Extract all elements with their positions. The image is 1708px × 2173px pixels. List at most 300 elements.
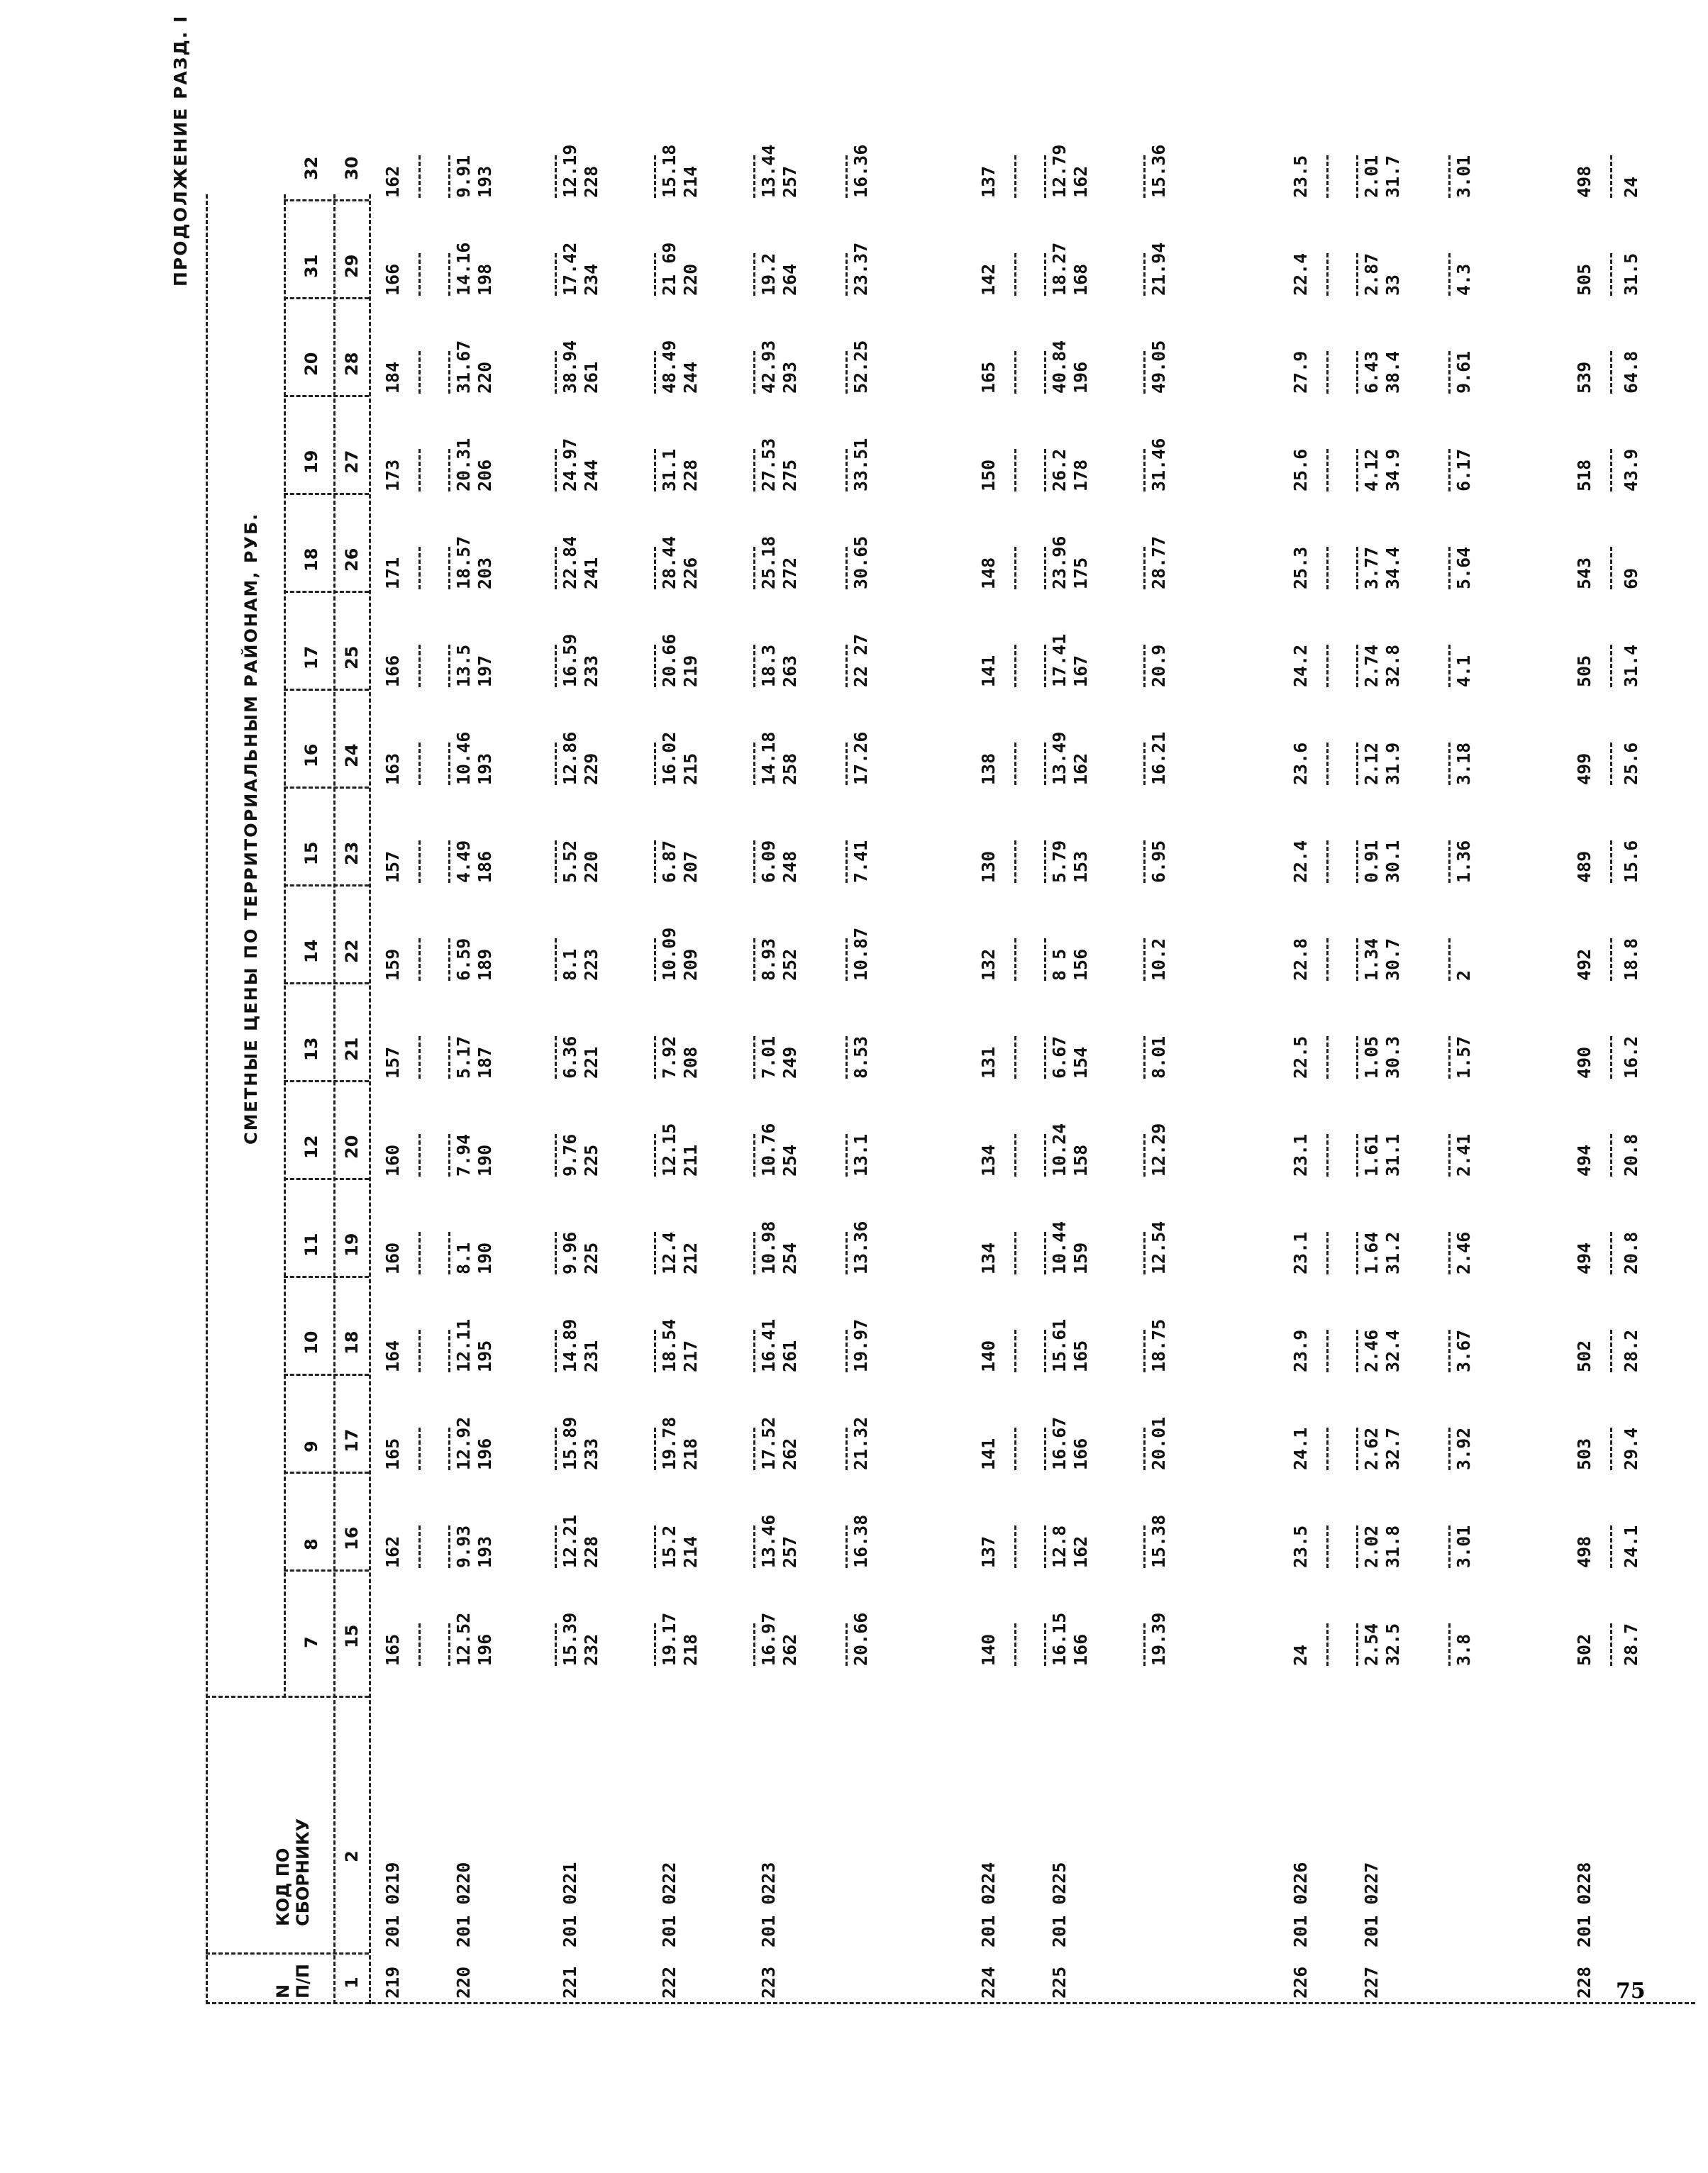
district-column-rule xyxy=(284,1374,369,1376)
price-value-bottom: 257 xyxy=(780,165,800,198)
section-continuation: ПРОДОЛЖЕНИЕ РАЗД. I xyxy=(170,14,191,287)
row-number: 224 xyxy=(978,1966,999,1999)
price-value-bottom: 31.9 xyxy=(1382,742,1403,785)
price-value-bottom: 30.3 xyxy=(1382,1035,1403,1079)
price-value-bottom: 29.4 xyxy=(1621,1427,1641,1470)
price-value-top: 9.96 xyxy=(560,1231,580,1274)
price-value-top: 494 xyxy=(1574,1144,1595,1177)
fraction-rule xyxy=(1014,449,1016,491)
price-value-top: 2.01 xyxy=(1361,155,1382,198)
price-value: 20.66 xyxy=(850,1612,871,1666)
price-value-bottom: 241 xyxy=(581,557,601,589)
price-value-top: 8.1 xyxy=(453,1242,474,1274)
fraction-rule xyxy=(1014,351,1016,394)
price-value-bottom: 264 xyxy=(780,263,800,296)
district-number: 8 xyxy=(301,1538,321,1550)
column-number: 30 xyxy=(342,156,362,180)
price-value-bottom: 24 xyxy=(1621,176,1641,198)
price-value-bottom: 193 xyxy=(475,752,495,785)
fraction-rule xyxy=(654,840,656,883)
price-value: 7.41 xyxy=(850,840,871,883)
price-value-bottom: 226 xyxy=(680,557,701,589)
price-value: 13.36 xyxy=(850,1221,871,1274)
price-value-top: 24.97 xyxy=(560,438,580,491)
page-number: 75 xyxy=(1616,1979,1646,2004)
price-value-bottom: 187 xyxy=(475,1046,495,1079)
fraction-rule xyxy=(555,1428,557,1470)
price-value-bottom: 233 xyxy=(581,1438,601,1470)
price-value-bottom: 208 xyxy=(680,1046,701,1079)
fraction-rule xyxy=(753,449,755,491)
row-code: 201 0219 xyxy=(382,1862,403,1947)
fraction-rule xyxy=(418,449,421,491)
price-value-top: 505 xyxy=(1574,263,1595,296)
fraction-rule xyxy=(555,1036,557,1079)
fraction-rule xyxy=(1143,1330,1146,1372)
price-value: 164 xyxy=(382,1340,403,1372)
price-value: 28.77 xyxy=(1148,535,1169,589)
price-value-bottom: 64.8 xyxy=(1621,350,1641,394)
price-value-bottom: 218 xyxy=(680,1438,701,1470)
price-value-top: 12.86 xyxy=(560,731,580,785)
price-value-top: 1.34 xyxy=(1361,938,1382,981)
fraction-rule xyxy=(1610,743,1612,785)
price-value: 22.5 xyxy=(1290,1035,1311,1079)
price-value-top: 12.79 xyxy=(1049,144,1070,198)
fraction-rule xyxy=(1014,1623,1016,1666)
fraction-rule xyxy=(448,1330,450,1372)
fraction-rule xyxy=(555,645,557,687)
fraction-rule xyxy=(1356,1036,1358,1079)
price-value-bottom: 30.7 xyxy=(1382,938,1403,981)
price-value-bottom: 159 xyxy=(1070,1242,1091,1274)
fraction-rule xyxy=(448,351,450,394)
fraction-rule xyxy=(1448,1428,1451,1470)
price-value-bottom: 231 xyxy=(581,1340,601,1372)
fraction-rule xyxy=(753,1232,755,1274)
price-value-bottom: 31.5 xyxy=(1621,252,1641,296)
fraction-rule xyxy=(1143,449,1146,491)
price-value-top: 2.62 xyxy=(1361,1427,1382,1470)
price-value-top: 15.61 xyxy=(1049,1318,1070,1372)
price-value-top: 17.42 xyxy=(560,242,580,296)
price-value-bottom: 229 xyxy=(581,752,601,785)
price-value-bottom: 31.4 xyxy=(1621,644,1641,687)
fraction-rule xyxy=(1044,938,1046,981)
fraction-rule xyxy=(1044,743,1046,785)
price-value-bottom: 209 xyxy=(680,948,701,981)
row-code: 201 0227 xyxy=(1361,1862,1382,1947)
price-value: 2.41 xyxy=(1453,1133,1474,1177)
row-code: 201 0224 xyxy=(978,1862,999,1947)
price-value: 22 27 xyxy=(850,633,871,687)
fraction-rule xyxy=(418,547,421,589)
fraction-rule xyxy=(654,1232,656,1274)
price-value: 25.3 xyxy=(1290,546,1311,589)
price-value-top: 7.01 xyxy=(758,1035,779,1079)
price-value-top: 18.54 xyxy=(659,1318,680,1372)
fraction-rule xyxy=(845,1036,848,1079)
price-value-top: 5.17 xyxy=(453,1035,474,1079)
price-value-top: 490 xyxy=(1574,1046,1595,1079)
price-value-bottom: 212 xyxy=(680,1242,701,1274)
fraction-rule xyxy=(555,1134,557,1177)
fraction-rule xyxy=(845,645,848,687)
code-column-rule xyxy=(206,1696,369,1698)
price-value: 159 xyxy=(382,948,403,981)
price-value-top: 42.93 xyxy=(758,340,779,394)
price-value-top: 16.97 xyxy=(758,1612,779,1666)
price-value-top: 8.1 xyxy=(560,948,580,981)
fraction-rule xyxy=(1143,1428,1146,1470)
price-value-bottom: 234 xyxy=(581,263,601,296)
fraction-rule xyxy=(1044,1232,1046,1274)
price-value-top: 40.84 xyxy=(1049,340,1070,394)
fraction-rule xyxy=(418,1525,421,1568)
price-value: 23.9 xyxy=(1290,1329,1311,1372)
price-value: 9.61 xyxy=(1453,350,1474,394)
fraction-rule xyxy=(1356,155,1358,198)
price-value-bottom: 272 xyxy=(780,557,800,589)
fraction-rule xyxy=(1044,547,1046,589)
column-number: 18 xyxy=(342,1330,362,1355)
fraction-rule xyxy=(654,938,656,981)
price-value: 6.17 xyxy=(1453,448,1474,491)
price-value: 1.36 xyxy=(1453,840,1474,883)
fraction-rule xyxy=(1143,1232,1146,1274)
price-value-bottom: 18.8 xyxy=(1621,938,1641,981)
fraction-rule xyxy=(1014,938,1016,981)
price-value-bottom: 69 xyxy=(1621,567,1641,589)
fraction-rule xyxy=(418,253,421,296)
fraction-rule xyxy=(1448,155,1451,198)
fraction-rule xyxy=(555,743,557,785)
price-value-top: 502 xyxy=(1574,1633,1595,1666)
fraction-rule xyxy=(1356,547,1358,589)
price-value-bottom: 156 xyxy=(1070,948,1091,981)
fraction-rule xyxy=(555,253,557,296)
fraction-rule xyxy=(1448,1232,1451,1274)
fraction-rule xyxy=(418,1330,421,1372)
district-column-rule xyxy=(284,1276,369,1278)
price-value-bottom: 190 xyxy=(475,1144,495,1177)
fraction-rule xyxy=(1448,938,1451,981)
fraction-rule xyxy=(1143,547,1146,589)
price-value-top: 505 xyxy=(1574,655,1595,687)
fraction-rule xyxy=(1610,253,1612,296)
fraction-rule xyxy=(1448,351,1451,394)
price-value: 10.2 xyxy=(1148,938,1169,981)
fraction-rule xyxy=(1610,351,1612,394)
district-column-rule xyxy=(284,884,369,887)
fraction-rule xyxy=(418,645,421,687)
price-value-top: 19.78 xyxy=(659,1416,680,1470)
price-value-top: 9.91 xyxy=(453,155,474,198)
price-value-top: 499 xyxy=(1574,752,1595,785)
price-value-top: 503 xyxy=(1574,1438,1595,1470)
price-value: 166 xyxy=(382,655,403,687)
fraction-rule xyxy=(1044,155,1046,198)
price-value: 8.01 xyxy=(1148,1035,1169,1079)
price-value: 163 xyxy=(382,752,403,785)
fraction-rule xyxy=(1143,938,1146,981)
fraction-rule xyxy=(1356,1428,1358,1470)
price-value-top: 9.93 xyxy=(453,1525,474,1568)
fraction-rule xyxy=(753,1330,755,1372)
fraction-rule xyxy=(654,1036,656,1079)
price-value: 49.05 xyxy=(1148,340,1169,394)
price-value-bottom: 31.7 xyxy=(1382,155,1403,198)
fraction-rule xyxy=(1014,1036,1016,1079)
fraction-rule xyxy=(753,351,755,394)
price-value-bottom: 232 xyxy=(581,1633,601,1666)
price-value-bottom: 293 xyxy=(780,361,800,394)
price-value-top: 15.2 xyxy=(659,1525,680,1568)
row-number: 226 xyxy=(1290,1966,1311,1999)
fraction-rule xyxy=(418,1623,421,1666)
header-n-pp: N П/П xyxy=(273,1964,313,1999)
fraction-rule xyxy=(1448,645,1451,687)
price-value-bottom: 233 xyxy=(581,655,601,687)
price-value-bottom: 206 xyxy=(475,459,495,491)
price-value: 15.36 xyxy=(1148,144,1169,198)
price-value-top: 16.41 xyxy=(758,1318,779,1372)
fraction-rule xyxy=(845,1134,848,1177)
price-value-top: 5.79 xyxy=(1049,840,1070,883)
district-number: 19 xyxy=(301,450,321,474)
price-value: 171 xyxy=(382,557,403,589)
column-number: 19 xyxy=(342,1233,362,1257)
price-value-bottom: 30.1 xyxy=(1382,840,1403,883)
price-value-top: 18.3 xyxy=(758,644,779,687)
price-value-top: 16.59 xyxy=(560,633,580,687)
fraction-rule xyxy=(753,547,755,589)
price-value-top: 10.24 xyxy=(1049,1123,1070,1177)
fraction-rule xyxy=(753,840,755,883)
price-value-bottom: 162 xyxy=(1070,165,1091,198)
price-value: 160 xyxy=(382,1242,403,1274)
price-value-bottom: 175 xyxy=(1070,557,1091,589)
column-number: 21 xyxy=(342,1037,362,1061)
fraction-rule xyxy=(1014,1330,1016,1372)
fraction-rule xyxy=(845,840,848,883)
price-value-top: 2.74 xyxy=(1361,644,1382,687)
fraction-rule xyxy=(1143,1134,1146,1177)
column-number: 20 xyxy=(342,1135,362,1159)
fraction-rule xyxy=(753,1623,755,1666)
price-value-bottom: 31.8 xyxy=(1382,1525,1403,1568)
fraction-rule xyxy=(1044,253,1046,296)
fraction-rule xyxy=(1610,1428,1612,1470)
price-value: 5.64 xyxy=(1453,546,1474,589)
price-value-top: 6.87 xyxy=(659,840,680,883)
price-value-bottom: 254 xyxy=(780,1144,800,1177)
price-value-top: 17.41 xyxy=(1049,633,1070,687)
price-value: 4.3 xyxy=(1453,263,1474,296)
fraction-rule xyxy=(1326,840,1329,883)
price-value-top: 10.09 xyxy=(659,927,680,981)
column-number: 23 xyxy=(342,841,362,865)
price-value: 162 xyxy=(382,1535,403,1568)
fraction-rule xyxy=(1143,1623,1146,1666)
header-num-2: 2 xyxy=(342,1850,362,1862)
price-value-top: 2.02 xyxy=(1361,1525,1382,1568)
price-value-top: 12.4 xyxy=(659,1231,680,1274)
district-column-rule xyxy=(284,1178,369,1180)
fraction-rule xyxy=(1356,840,1358,883)
fraction-rule xyxy=(418,351,421,394)
column-number: 24 xyxy=(342,743,362,767)
price-value-bottom: 190 xyxy=(475,1242,495,1274)
price-value-bottom: 28.2 xyxy=(1621,1329,1641,1372)
fraction-rule xyxy=(555,1525,557,1568)
price-value-bottom: 221 xyxy=(581,1046,601,1079)
fraction-rule xyxy=(845,547,848,589)
fraction-rule xyxy=(1448,253,1451,296)
price-value-top: 18.27 xyxy=(1049,242,1070,296)
price-value: 24.1 xyxy=(1290,1427,1311,1470)
fraction-rule xyxy=(845,351,848,394)
price-value-top: 4.12 xyxy=(1361,448,1382,491)
price-value-top: 1.61 xyxy=(1361,1133,1382,1177)
price-value-bottom: 34.4 xyxy=(1382,546,1403,589)
price-value-top: 2.87 xyxy=(1361,252,1382,296)
fraction-rule xyxy=(448,1232,450,1274)
fraction-rule xyxy=(1448,1525,1451,1568)
fraction-rule xyxy=(1044,1623,1046,1666)
column-number: 15 xyxy=(342,1624,362,1648)
price-value-top: 6.09 xyxy=(758,840,779,883)
price-value-bottom: 166 xyxy=(1070,1633,1091,1666)
fraction-rule xyxy=(1356,1330,1358,1372)
row-code: 201 0222 xyxy=(659,1862,680,1947)
district-number: 7 xyxy=(301,1636,321,1648)
row-code: 201 0220 xyxy=(453,1862,474,1947)
price-value: 150 xyxy=(978,459,999,491)
row-number: 222 xyxy=(659,1966,680,1999)
price-value-top: 21 69 xyxy=(659,242,680,296)
fraction-rule xyxy=(448,840,450,883)
price-value-top: 12.11 xyxy=(453,1318,474,1372)
price-value-top: 498 xyxy=(1574,165,1595,198)
price-value: 24 xyxy=(1290,1644,1311,1666)
price-value-bottom: 244 xyxy=(680,361,701,394)
price-value: 22.4 xyxy=(1290,840,1311,883)
fraction-rule xyxy=(1143,645,1146,687)
price-value-top: 10.76 xyxy=(758,1123,779,1177)
price-value-top: 10.98 xyxy=(758,1221,779,1274)
price-value: 3.01 xyxy=(1453,155,1474,198)
fraction-rule xyxy=(555,938,557,981)
price-value: 17.26 xyxy=(850,731,871,785)
price-value: 131 xyxy=(978,1046,999,1079)
fraction-rule xyxy=(654,1623,656,1666)
price-value: 23.37 xyxy=(850,242,871,296)
row-number: 228 xyxy=(1574,1966,1595,1999)
price-value-bottom: 24.1 xyxy=(1621,1525,1641,1568)
fraction-rule xyxy=(1143,1036,1146,1079)
fraction-rule xyxy=(448,1036,450,1079)
fraction-rule xyxy=(753,155,755,198)
price-value: 18.75 xyxy=(1148,1318,1169,1372)
price-value: 148 xyxy=(978,557,999,589)
column-number: 22 xyxy=(342,939,362,963)
price-value: 137 xyxy=(978,1535,999,1568)
fraction-rule xyxy=(1356,938,1358,981)
price-value: 132 xyxy=(978,948,999,981)
price-value: 8.53 xyxy=(850,1035,871,1079)
price-value-top: 10.44 xyxy=(1049,1221,1070,1274)
price-value-top: 8.93 xyxy=(758,938,779,981)
price-value-top: 6.36 xyxy=(560,1035,580,1079)
price-value-bottom: 257 xyxy=(780,1535,800,1568)
fraction-rule xyxy=(1448,1330,1451,1372)
price-value-top: 31.67 xyxy=(453,340,474,394)
price-value-top: 12.21 xyxy=(560,1514,580,1568)
price-value-top: 31.1 xyxy=(659,448,680,491)
fraction-rule xyxy=(1143,743,1146,785)
fraction-rule xyxy=(448,1525,450,1568)
price-value: 27.9 xyxy=(1290,350,1311,394)
price-value-bottom: 193 xyxy=(475,165,495,198)
price-value-top: 539 xyxy=(1574,361,1595,394)
district-column-rule xyxy=(284,1080,369,1082)
price-value-bottom: 214 xyxy=(680,1535,701,1568)
fraction-rule xyxy=(654,253,656,296)
district-column-rule xyxy=(284,982,369,984)
fraction-rule xyxy=(1014,645,1016,687)
price-value: 4.1 xyxy=(1453,655,1474,687)
fraction-rule xyxy=(1610,449,1612,491)
price-value: 1.57 xyxy=(1453,1035,1474,1079)
district-number: 13 xyxy=(301,1037,321,1061)
price-value-top: 9.76 xyxy=(560,1133,580,1177)
price-value-bottom: 32.5 xyxy=(1382,1623,1403,1666)
price-value: 3.01 xyxy=(1453,1525,1474,1568)
fraction-rule xyxy=(555,351,557,394)
fraction-rule xyxy=(448,1428,450,1470)
row-code: 201 0221 xyxy=(560,1862,580,1947)
price-value-bottom: 225 xyxy=(581,1144,601,1177)
fraction-rule xyxy=(448,155,450,198)
fraction-rule xyxy=(1448,449,1451,491)
price-value-top: 1.05 xyxy=(1361,1035,1382,1079)
price-value-bottom: 162 xyxy=(1070,1535,1091,1568)
district-column-rule xyxy=(284,297,369,299)
fraction-rule xyxy=(1448,547,1451,589)
column-number: 25 xyxy=(342,645,362,669)
fraction-rule xyxy=(1356,449,1358,491)
fraction-rule xyxy=(845,743,848,785)
fraction-rule xyxy=(555,1330,557,1372)
price-value: 140 xyxy=(978,1633,999,1666)
price-value-bottom: 207 xyxy=(680,850,701,883)
price-value-top: 10.46 xyxy=(453,731,474,785)
row-number: 219 xyxy=(382,1966,403,1999)
fraction-rule xyxy=(1326,1036,1329,1079)
price-value-top: 19.17 xyxy=(659,1612,680,1666)
price-value-bottom: 32.8 xyxy=(1382,644,1403,687)
price-value: 23.6 xyxy=(1290,742,1311,785)
price-value-bottom: 223 xyxy=(581,948,601,981)
price-value: 6.95 xyxy=(1148,840,1169,883)
fraction-rule xyxy=(1044,645,1046,687)
fraction-rule xyxy=(418,840,421,883)
price-value-top: 26.2 xyxy=(1049,448,1070,491)
price-value-bottom: 218 xyxy=(680,1633,701,1666)
price-value-top: 28.44 xyxy=(659,535,680,589)
fraction-rule xyxy=(1143,155,1146,198)
